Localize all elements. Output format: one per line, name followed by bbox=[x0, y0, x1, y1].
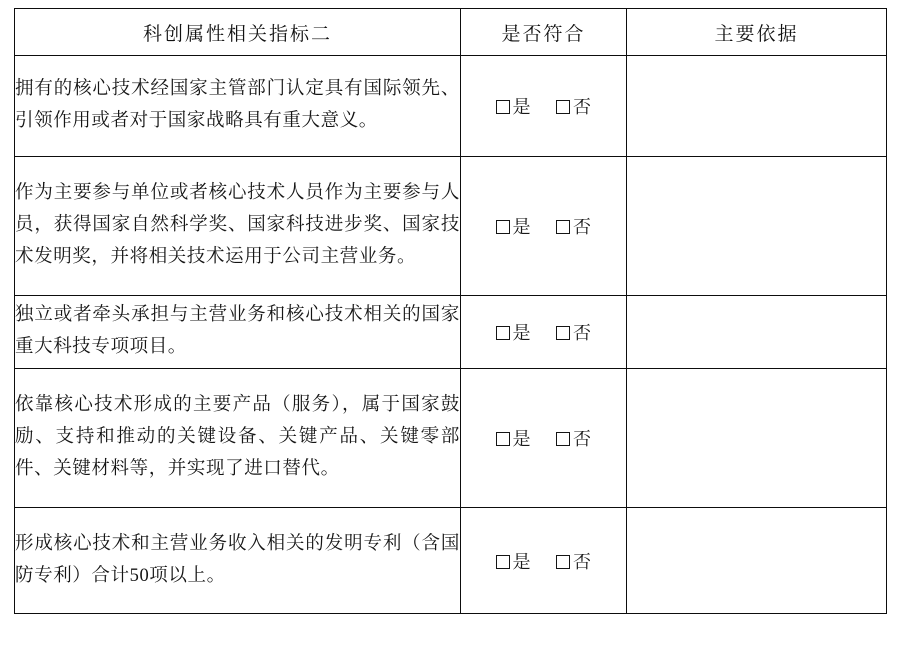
checkbox-box-icon[interactable] bbox=[556, 555, 570, 569]
checkbox-box-icon[interactable] bbox=[496, 326, 510, 340]
checkbox-yes-label: 是 bbox=[512, 323, 531, 343]
column-header-compliance: 是否符合 bbox=[461, 9, 627, 56]
checkbox-box-icon[interactable] bbox=[556, 220, 570, 234]
checkbox-no[interactable] bbox=[556, 425, 592, 451]
checkbox-no[interactable] bbox=[556, 213, 592, 239]
table-row bbox=[15, 296, 887, 369]
checkbox-box-icon[interactable] bbox=[556, 326, 570, 340]
checkbox-box-icon[interactable] bbox=[496, 100, 510, 114]
compliance-checkboxes[interactable] bbox=[461, 296, 627, 369]
basis-field[interactable] bbox=[627, 369, 887, 508]
checkbox-yes-label: 是 bbox=[512, 217, 531, 237]
criteria-text: 独立或者牵头承担与主营业务和核心技术相关的国家重大科技专项项目。 bbox=[15, 296, 461, 369]
basis-field[interactable] bbox=[627, 296, 887, 369]
table-header-row bbox=[15, 9, 887, 56]
basis-field[interactable] bbox=[627, 56, 887, 157]
checkbox-no-label: 否 bbox=[573, 429, 592, 449]
compliance-checkboxes[interactable] bbox=[461, 56, 627, 157]
checkbox-box-icon[interactable] bbox=[496, 432, 510, 446]
table-row bbox=[15, 369, 887, 508]
table-row bbox=[15, 56, 887, 157]
compliance-checkboxes[interactable] bbox=[461, 157, 627, 296]
criteria-text: 依靠核心技术形成的主要产品（服务），属于国家鼓励、支持和推动的关键设备、关键产品、关键零部件、关键材料等，并实现了进口替代。 bbox=[15, 369, 461, 508]
criteria-text: 形成核心技术和主营业务收入相关的发明专利（含国防专利）合计50项以上。 bbox=[15, 508, 461, 614]
checkbox-yes[interactable] bbox=[496, 548, 532, 574]
checkbox-no[interactable] bbox=[556, 319, 592, 345]
checkbox-yes[interactable] bbox=[496, 319, 532, 345]
table-row bbox=[15, 508, 887, 614]
compliance-checkboxes[interactable] bbox=[461, 369, 627, 508]
checkbox-yes-label: 是 bbox=[512, 429, 531, 449]
criteria-text: 拥有的核心技术经国家主管部门认定具有国际领先、引领作用或者对于国家战略具有重大意义。 bbox=[15, 56, 461, 157]
checkbox-no[interactable] bbox=[556, 548, 592, 574]
checkbox-no-label: 否 bbox=[573, 323, 592, 343]
checkbox-yes-label: 是 bbox=[512, 97, 531, 117]
column-header-criteria: 科创属性相关指标二 bbox=[15, 9, 461, 56]
column-header-basis: 主要依据 bbox=[627, 9, 887, 56]
basis-field[interactable] bbox=[627, 508, 887, 614]
checkbox-no-label: 否 bbox=[573, 97, 592, 117]
checkbox-yes[interactable] bbox=[496, 93, 532, 119]
checkbox-box-icon[interactable] bbox=[556, 100, 570, 114]
compliance-checkboxes[interactable] bbox=[461, 508, 627, 614]
table-row bbox=[15, 157, 887, 296]
checkbox-box-icon[interactable] bbox=[556, 432, 570, 446]
checkbox-box-icon[interactable] bbox=[496, 555, 510, 569]
checkbox-yes[interactable] bbox=[496, 425, 532, 451]
checkbox-yes[interactable] bbox=[496, 213, 532, 239]
criteria-text: 作为主要参与单位或者核心技术人员作为主要参与人员，获得国家自然科学奖、国家科技进步奖、国家技术发明奖，并将相关技术运用于公司主营业务。 bbox=[15, 157, 461, 296]
sci-tech-attribute-indicators-table bbox=[14, 8, 887, 614]
checkbox-box-icon[interactable] bbox=[496, 220, 510, 234]
checkbox-no-label: 否 bbox=[573, 217, 592, 237]
checkbox-no-label: 否 bbox=[573, 551, 592, 572]
checkbox-no[interactable] bbox=[556, 93, 592, 119]
checkbox-yes-label: 是 bbox=[512, 551, 531, 572]
basis-field[interactable] bbox=[627, 157, 887, 296]
